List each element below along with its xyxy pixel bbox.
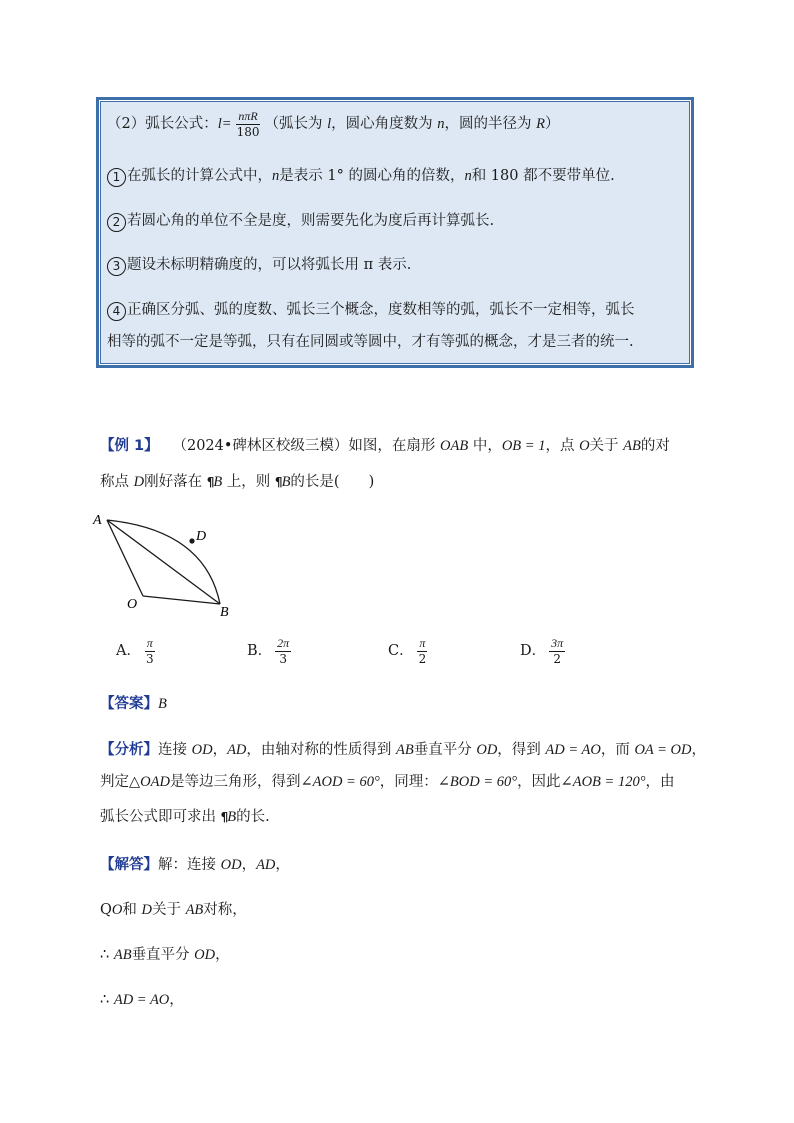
label-d: D (196, 529, 207, 544)
circled-number-4: 4 (107, 302, 126, 321)
arc-length-formula-line: （2）弧长公式：l= $\frac{\text{nπR}}{180}$ （弧长为 l，圆心角度数为 n，圆的半径为 R） (107, 109, 560, 139)
example-tag: 【例 1】 (100, 438, 159, 454)
formula-box (96, 97, 694, 368)
sector-figure (90, 508, 250, 620)
analysis-line-1: 【分析】连接 OD，AD，由轴对称的性质得到 AB垂直平分 OD，得到 AD = AO，而 OA = OD， (100, 742, 706, 758)
label-a: A (93, 513, 102, 528)
solution-line-2: QO和 D关于 AB对称， (100, 902, 247, 918)
example-1-line-2: 称点 D刚好落在 ¶ B 上，则 ¶ B的长是( ) (100, 474, 375, 490)
option-c: C． $\frac{\pi}{2}$ (388, 636, 427, 666)
segment-ob (143, 596, 220, 604)
solution-line-3: ∴ AB垂直平分 OD， (100, 947, 230, 963)
example-1-line-1: 【例 1】 （2024•碑林区校级三模）如图，在扇形 OAB 中，OB = 1，点 O关于 AB的对 (100, 438, 670, 454)
note-item-1: 1 在弧长的计算公式中，n是表示 1° 的圆心角的倍数，n和 180 都不要带单位. (107, 164, 615, 187)
arc-symbol: ¶ (220, 810, 226, 824)
segment-oa (107, 520, 143, 596)
formula-fraction: $\frac{\text{nπR}}{180}$ (236, 109, 260, 139)
analysis-line-2: 判定△OAD是等边三角形，得到∠AOD = 60°，同理：∠BOD = 60°，因此∠AOB = 120°，由 (100, 774, 675, 790)
note-item-4: 4 正确区分弧、弧的度数、弧长三个概念，度数相等的弧，弧长不一定相等，弧长 (107, 298, 635, 321)
arc-symbol: ¶ (206, 475, 212, 489)
label-b: B (220, 605, 229, 620)
option-a: A． $\frac{\pi}{3}$ (116, 636, 154, 666)
solution-line-4: ∴ AD = AO， (100, 992, 184, 1008)
solution-line-1: 【解答】解：连接 OD，AD， (100, 857, 290, 873)
circled-number-2: 2 (107, 213, 126, 232)
analysis-line-3: 弧长公式即可求出 ¶ B的长. (100, 809, 270, 825)
circled-number-3: 3 (107, 257, 126, 276)
answer-line: 【答案】B (100, 696, 167, 712)
note-item-3: 3 题设未标明精确度的，可以将弧长用 π 表示. (107, 253, 411, 276)
circled-number-1: 1 (107, 168, 126, 187)
answer-value: B (158, 696, 167, 712)
option-d: D． $\frac{3\pi}{2}$ (520, 636, 564, 666)
label-o: O (127, 597, 138, 612)
point-d (189, 538, 194, 543)
option-b: B． $\frac{2\pi}{3}$ (247, 636, 290, 666)
arc-symbol: ¶ (274, 475, 280, 489)
note-item-2: 2 若圆心角的单位不全是度，则需要先化为度后再计算弧长. (107, 209, 494, 232)
note-item-4-cont: 相等的弧不一定是等弧，只有在同圆或等圆中，才有等弧的概念，才是三者的统一. (107, 334, 634, 350)
